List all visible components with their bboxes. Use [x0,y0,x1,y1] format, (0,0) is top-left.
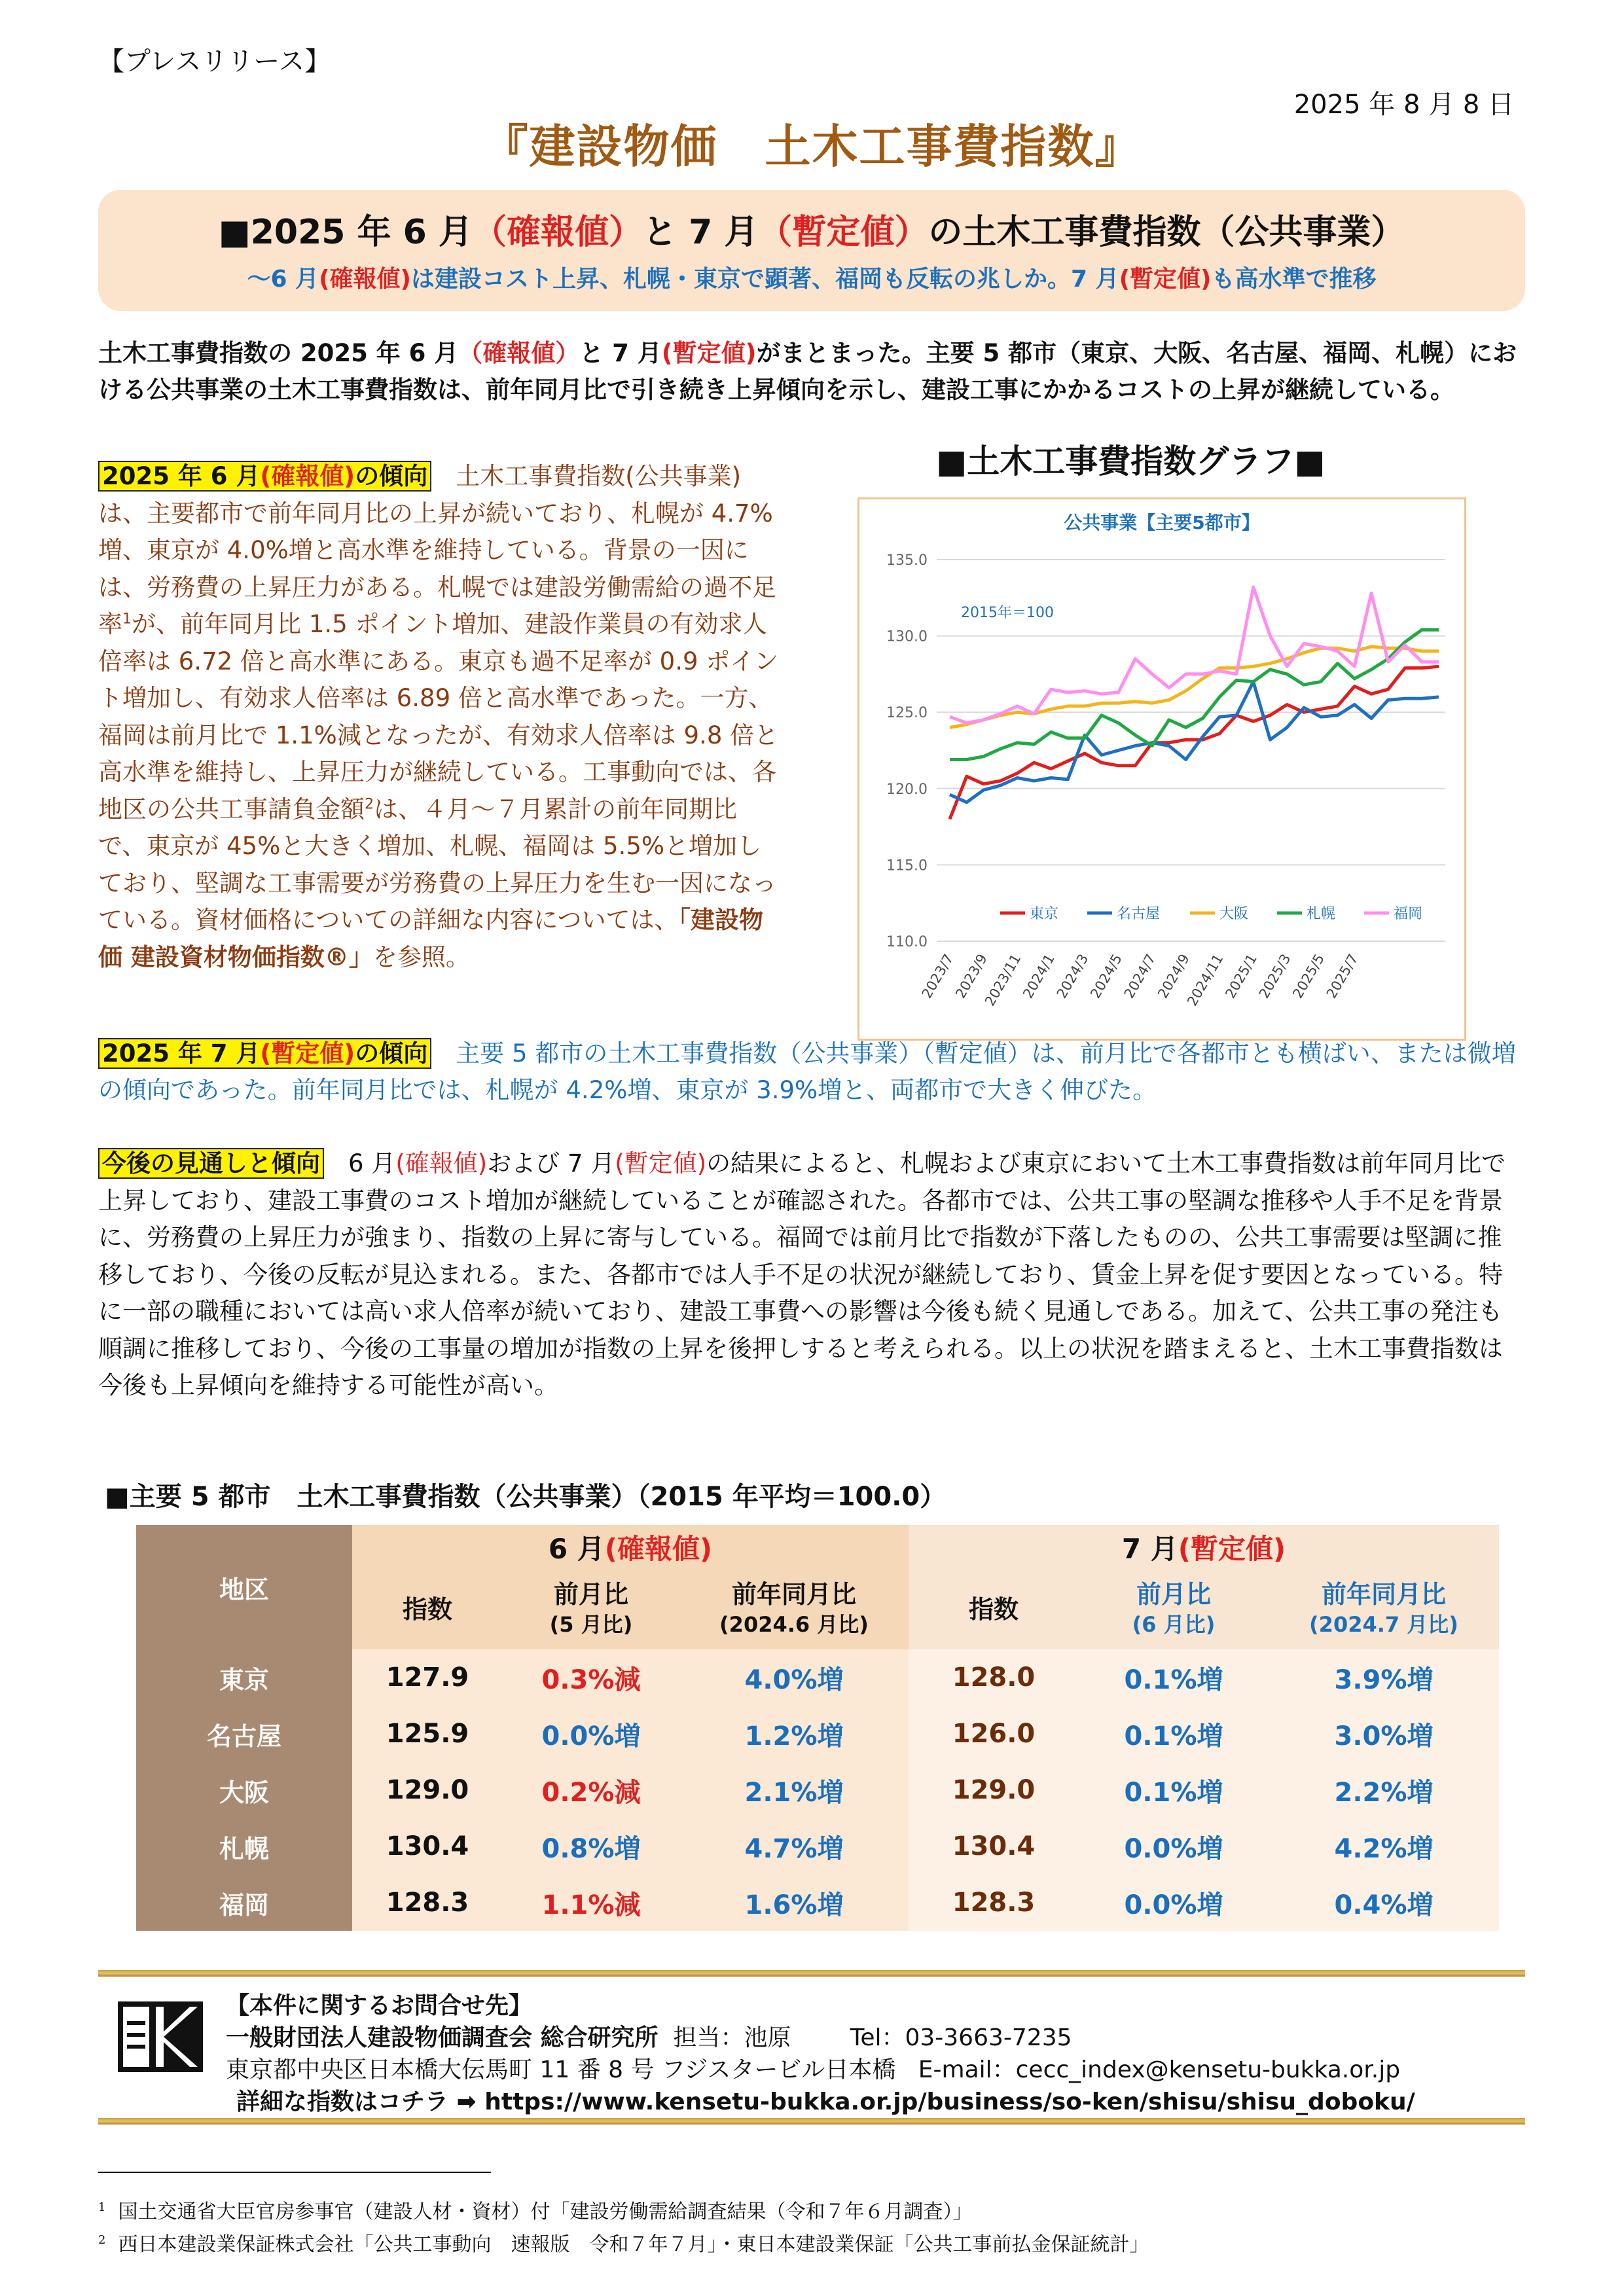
footnote-separator [98,2172,491,2173]
cell-index-july: 129.0 [909,1762,1079,1818]
row-area-label: 大阪 [136,1762,352,1818]
chart-annotation: 2015年＝100 [961,605,1054,621]
footnotes [98,2196,1149,2261]
section-june-trend: 2025 年 6 月(確報値)の傾向 土木工事費指数(公共事業)は、主要都市で前年同月比の上昇が続いており、札幌が 4.7%増、東京が 4.0%増と高水準を維持している。背景の一因には、労務費の上昇圧力がある。札幌では建設労働需給の過不足率$^1$が、前年同月比 1.5 ポイント増加、建設作業員の有効求人倍率は 6.72 倍と高水準にある。東京も過不足率が 0.9 ポイント増加し、有効求人倍率は 6.89 倍と高水準であった。一方、福岡は前月比で 1.1%減となったが、有効求人倍率は 9.8 倍と高水準を維持し、上昇圧力が継続している。工事動向では、各地区の公共工事請負金額$^2$は、４月～７月累計の前年同期比で、東京が 45%と大きく増加、札幌、福岡は 5.5%と増加しており、堅調な工事需要が労務費の上昇圧力を生む一因になっている。資材価格についての詳細な内容については、「建設物価 建設資材物価指数®」を参照。 [98,462,779,971]
x-tick-label: 2023/7 [918,951,957,1001]
cell-index-july: 130.4 [909,1818,1079,1874]
cell-mom-july: 0.0%増 [1079,1818,1269,1874]
row-area-label: 東京 [136,1649,352,1706]
row-area-label: 名古屋 [136,1706,352,1762]
header-june: 6 月(確報値) [352,1525,909,1570]
contact-info [226,1990,1415,2118]
cell-index-july: 128.3 [909,1874,1079,1931]
y-tick-label: 120.0 [886,781,928,798]
x-tick-label: 2025/3 [1255,951,1294,1001]
contact-email[interactable]: E-mail：cecc_index@kensetu-bukka.or.jp [918,2056,1401,2083]
header-area: 地区 [136,1525,352,1649]
x-tick-label: 2023/11 [981,951,1024,1009]
x-tick-label: 2024/9 [1155,951,1193,1001]
footnote-2: $^2$ 西日本建設業保証株式会社「公共工事動向 速報版 令和７年７月」・東日本建設業保証「公共工事前払金保証統計」 [98,2233,1149,2256]
cell-mom-june: 0.2%減 [503,1762,679,1818]
chart-title: 公共事業【主要5都市】 [1064,512,1260,533]
cell-index-june: 127.9 [352,1649,503,1706]
table-row [136,1818,1499,1874]
x-tick-label: 2025/7 [1323,951,1362,1001]
header-mom-june: 前月比 (5 月比) [503,1570,679,1649]
contact-organization: 一般財団法人建設物価調査会 総合研究所 [226,2024,659,2051]
chart-frame [857,497,1466,1041]
section-heading-june: 2025 年 6 月(確報値)の傾向 [98,461,431,492]
table-title: ■主要 5 都市 土木工事費指数（公共事業）（2015 年平均＝100.0） [105,1482,947,1512]
section-july-trend: 2025 年 7 月(暫定値)の傾向 主要 5 都市の土木工事費指数（公共事業）（暫定値）は、前月比で各都市とも横ばい、または微増の傾向であった。前年同月比では、札幌が 4.2%増、東京が 3.9%増と、両都市で大きく伸びた。 [98,1039,1516,1104]
table-row [136,1874,1499,1931]
table-row [136,1706,1499,1762]
cell-index-june: 128.3 [352,1874,503,1931]
header-mom-july: 前月比 (6 月比) [1079,1570,1269,1649]
header-index-june: 指数 [352,1570,503,1649]
header-index-july: 指数 [909,1570,1079,1649]
cell-mom-july: 0.1%増 [1079,1649,1269,1706]
header-yoy-july: 前年同月比 (2024.7 月比) [1269,1570,1499,1649]
divider-top [98,1970,1525,1977]
footnote-ref-1: 1 [122,610,132,628]
headline-box [98,190,1525,311]
row-area-label: 福岡 [136,1874,352,1931]
cell-yoy-july: 4.2%増 [1269,1818,1499,1874]
legend-label: 東京 [1030,906,1059,922]
x-tick-label: 2025/5 [1290,951,1328,1001]
index-table [136,1525,1499,1931]
cell-yoy-june: 1.6%増 [679,1874,909,1931]
x-tick-label: 2024/1 [1020,951,1058,1001]
cell-index-june: 130.4 [352,1818,503,1874]
table-row [136,1649,1499,1706]
cell-mom-june: 0.3%減 [503,1649,679,1706]
y-tick-label: 135.0 [886,552,928,569]
cell-index-july: 126.0 [909,1706,1079,1762]
detail-link-url[interactable]: https://www.kensetu-bukka.or.jp/business/so-ken/shisu/shisu_doboku/ [484,2089,1415,2115]
footnote-ref-2: 2 [365,795,374,813]
cell-yoy-july: 3.9%増 [1269,1649,1499,1706]
detail-link-label: 詳細な指数はコチラ ➡ [236,2089,477,2115]
contact-person: 担当：池原 [673,2024,791,2051]
cell-yoy-july: 3.0%増 [1269,1706,1499,1762]
cell-yoy-june: 2.1%増 [679,1762,909,1818]
cell-index-june: 125.9 [352,1706,503,1762]
organization-logo [118,2001,203,2072]
cell-yoy-june: 4.7%増 [679,1818,909,1874]
section-outlook: 今後の見通しと傾向 6 月(確報値)および 7 月(暫定値)の結果によると、札幌および東京において土木工事費指数は前年同月比で上昇しており、建設工事費のコスト増加が継続していることが確認された。各都市では、公共工事の堅調な推移や人手不足を背景に、労務費の上昇圧力が強まり、指数の上昇に寄与している。福岡では前月比で指数が下落したものの、公共工事需要は堅調に推移しており、今後の反転が見込まれる。また、各都市では人手不足の状況が継続しており、賃金上昇を促す要因となっている。特に一部の職種においては高い求人倍率が続いており、建設工事費への影響は今後も続く見通しである。加えて、公共工事の発注も順調に推移しており、今後の工事量の増加が指数の上昇を後押しすると考えられる。以上の状況を踏まえると、土木工事費指数は今後も上昇傾向を維持する可能性が高い。 [98,1149,1506,1399]
cell-yoy-june: 1.2%増 [679,1706,909,1762]
cell-yoy-june: 4.0%増 [679,1649,909,1706]
cell-index-june: 129.0 [352,1762,503,1818]
contact-address: 東京都中央区日本橋大伝馬町 11 番 8 号 フジスタービル日本橋 [226,2056,896,2083]
x-tick-label: 2024/5 [1087,951,1125,1001]
headline-subtitle: ～6 月(確報値)は建設コスト上昇、札幌・東京で顕著、福岡も反転の兆しか。7 月(暫定値)も高水準で推移 [247,266,1377,293]
x-tick-label: 2025/1 [1222,951,1260,1001]
cell-mom-july: 0.1%増 [1079,1706,1269,1762]
section-heading-july: 2025 年 7 月(暫定値)の傾向 [98,1038,431,1069]
section-heading-outlook: 今後の見通しと傾向 [98,1148,324,1179]
release-date: 2025 年 8 月 8 日 [1293,90,1514,120]
cell-mom-june: 0.8%増 [503,1818,679,1874]
cell-mom-june: 0.0%増 [503,1706,679,1762]
header-yoy-june: 前年同月比 (2024.6 月比) [679,1570,909,1649]
table-row [136,1762,1499,1818]
divider-bottom [98,2118,1525,2125]
legend-label: 大阪 [1219,906,1249,922]
material-index-reference: 「建設物価 建設資材物価指数®」 [98,906,764,971]
x-tick-label: 2023/9 [952,951,990,1001]
cell-yoy-july: 2.2%増 [1269,1762,1499,1818]
y-tick-label: 115.0 [886,857,928,874]
chart-section-heading: ■土木工事費指数グラフ■ [936,442,1326,480]
headline-main: ■2025 年 6 月（確報値）と 7 月（暫定値）の土木工事費指数（公共事業） [218,213,1405,252]
x-tick-label: 2024/7 [1121,951,1159,1001]
y-tick-label: 130.0 [886,628,928,645]
cell-yoy-july: 0.4%増 [1269,1874,1499,1931]
legend-label: 福岡 [1394,906,1423,922]
y-tick-label: 125.0 [886,705,928,722]
contact-tel: Tel：03-3663-7235 [850,2024,1072,2051]
row-area-label: 札幌 [136,1818,352,1874]
legend-label: 名古屋 [1117,906,1161,922]
cell-mom-june: 1.1%減 [503,1874,679,1931]
line-chart [859,499,1464,1039]
contact-heading: 【本件に関するお問合せ先】 [226,1992,533,2019]
intro-paragraph: 土木工事費指数の 2025 年 6 月（確報値）と 7 月(暫定値)がまとまった。主要 5 都市（東京、大阪、名古屋、福岡、札幌）における公共事業の土木工事費指数は、前年同月比で引き続き上昇傾向を示し、建設工事にかかるコストの上昇が継続している。 [98,339,1517,404]
x-tick-label: 2024/11 [1184,951,1227,1009]
cell-index-july: 128.0 [909,1649,1079,1706]
press-release-label: 【プレスリリース】 [98,46,331,77]
document-title: 『建設物価 土木工事費指数』 [482,120,1142,173]
x-tick-label: 2024/3 [1053,951,1092,1001]
footnote-1: $^1$ 国土交通省大臣官房参事官（建設人材・資材）付「建設労働需給調査結果（令和７年６月調査）」 [98,2200,973,2223]
legend-label: 札幌 [1307,906,1336,922]
header-july: 7 月(暫定値) [909,1525,1499,1570]
cell-mom-july: 0.0%増 [1079,1874,1269,1931]
y-tick-label: 110.0 [886,934,928,950]
cell-mom-july: 0.1%増 [1079,1762,1269,1818]
